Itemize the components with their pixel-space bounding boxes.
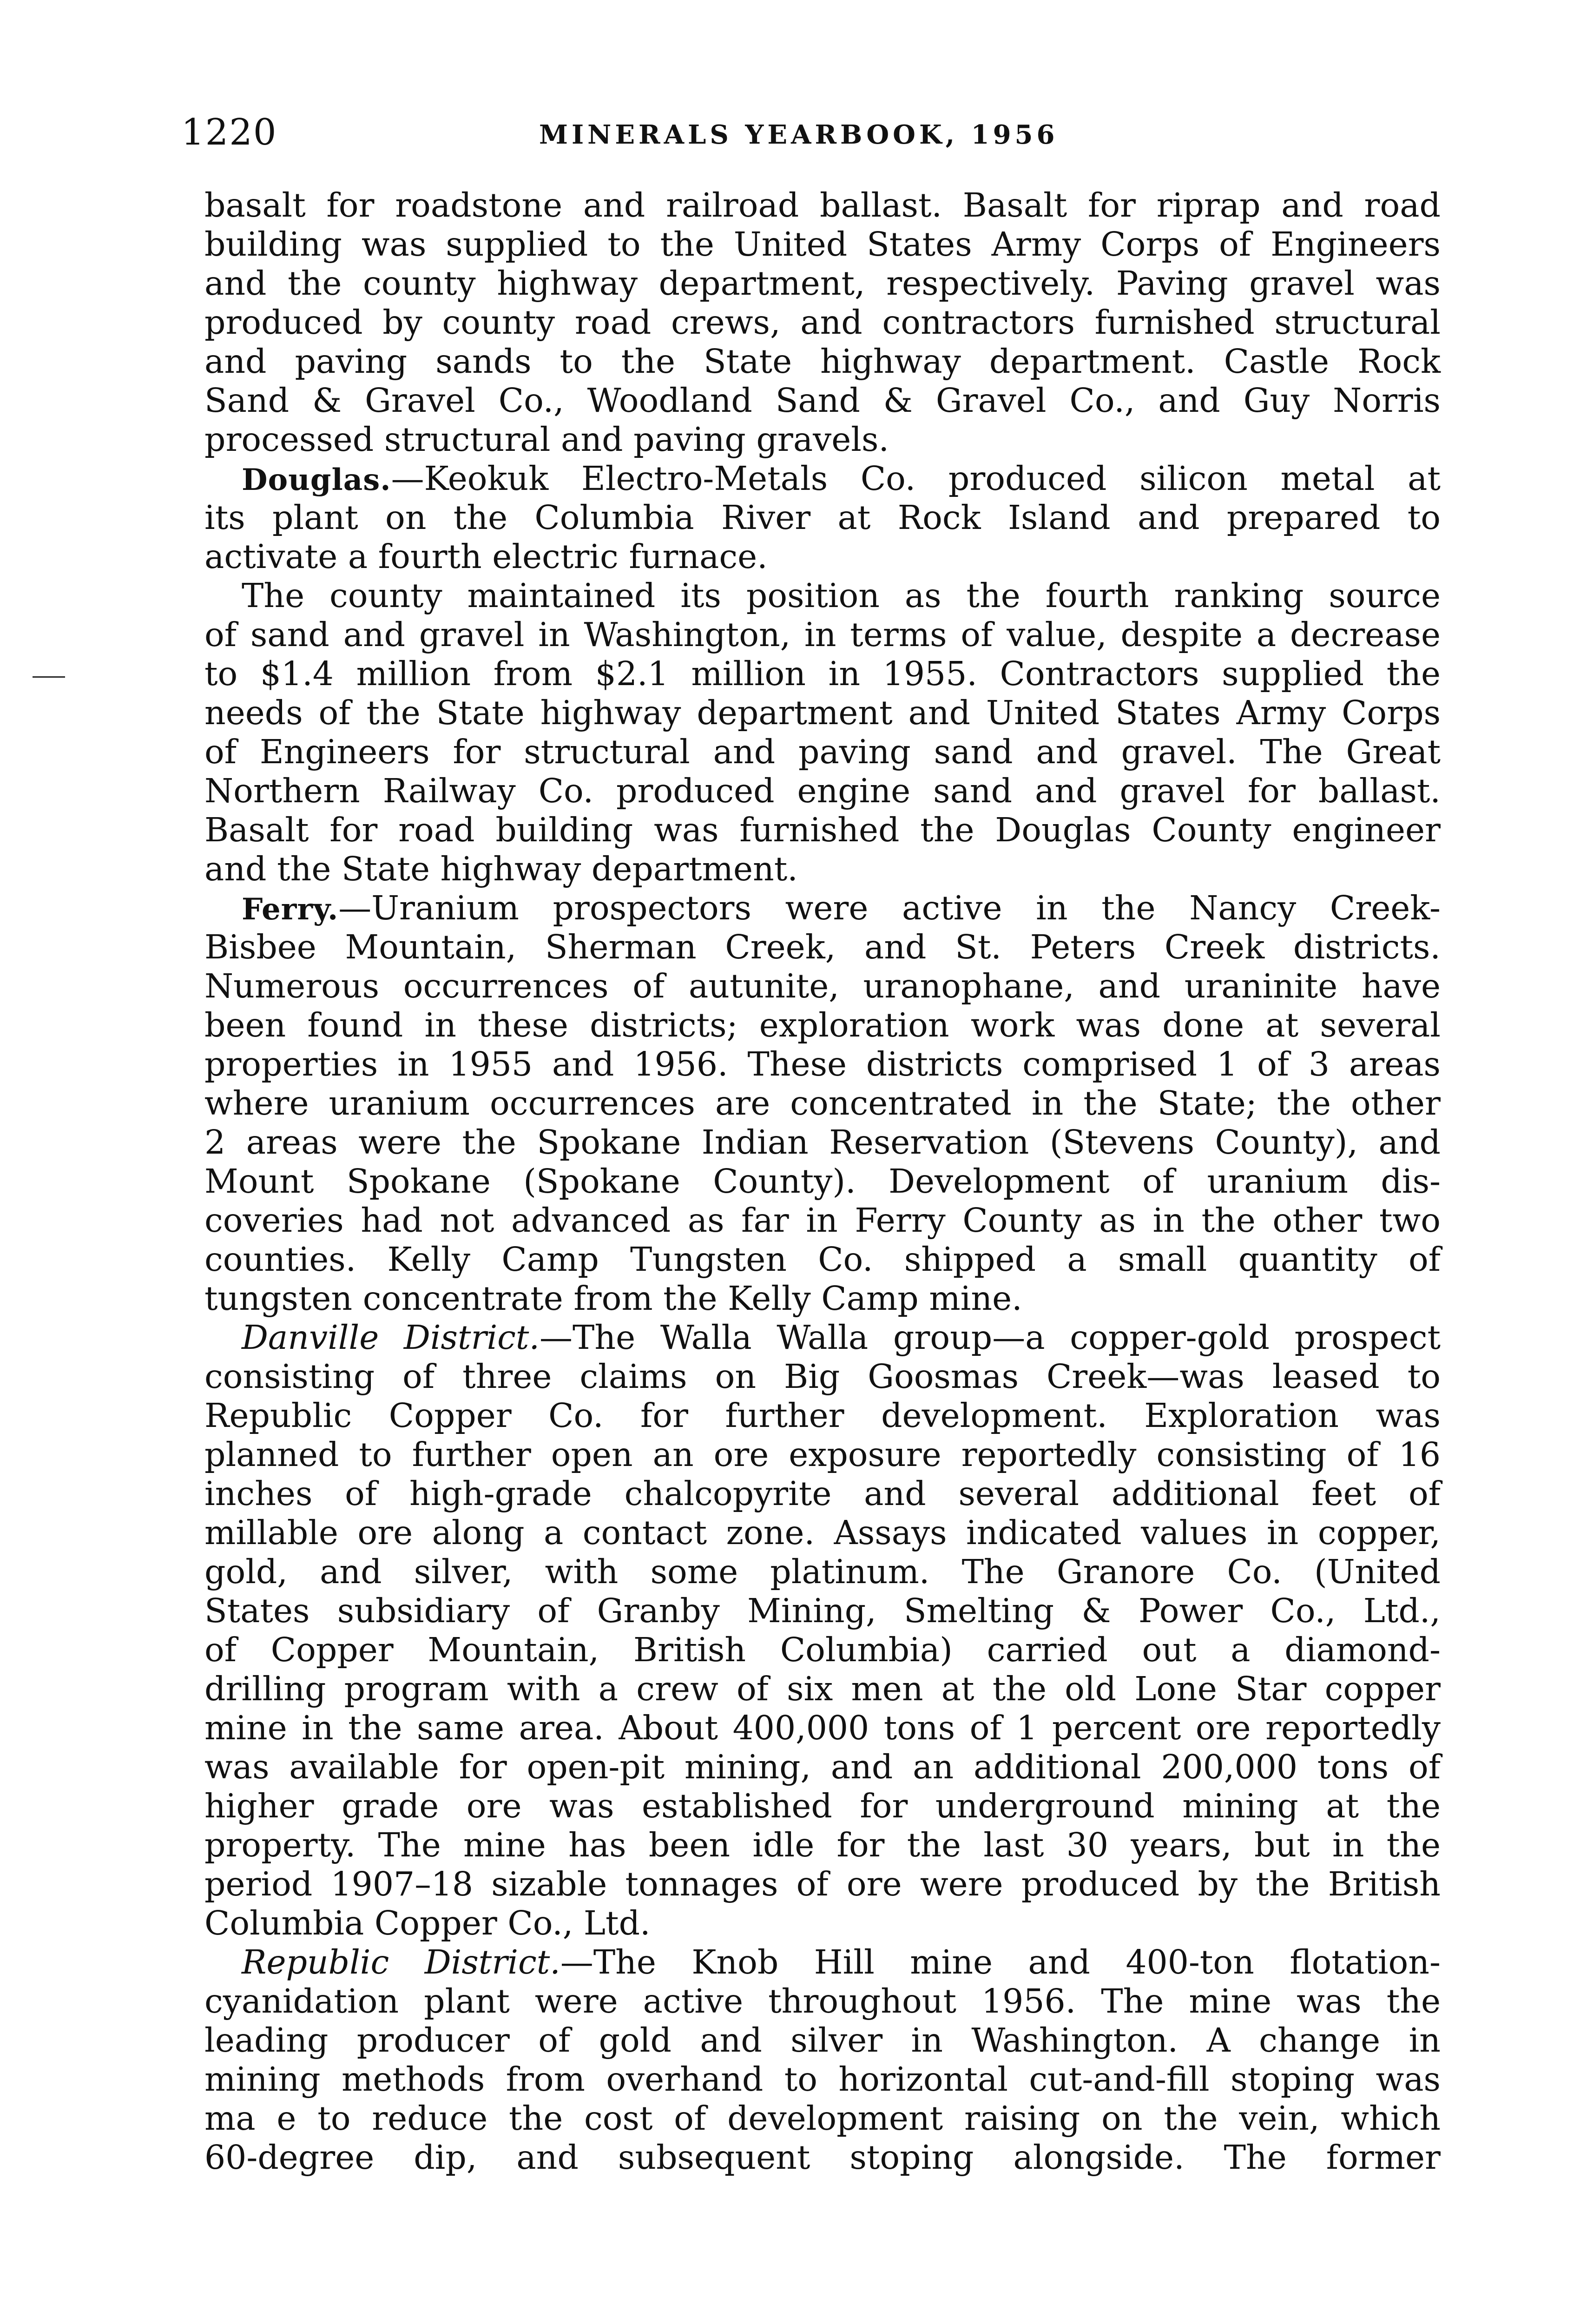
line-text: where uranium occurrences are concentrated in the State; the other <box>204 1084 1441 1122</box>
text-line <box>204 772 1441 811</box>
line-text: activate a fourth electric furnace. <box>204 537 768 576</box>
line-text: higher grade ore was established for underground mining at the <box>204 1787 1441 1825</box>
line-text: counties. Kelly Camp Tungsten Co. shipped a small quantity of <box>204 1240 1441 1279</box>
text-line <box>204 420 1441 459</box>
line-text: needs of the State highway department and United States Army Corps <box>204 693 1441 732</box>
line-text: Basalt for road building was furnished the Douglas County engineer <box>204 811 1441 849</box>
line-text: leading producer of gold and silver in Washington. A change in <box>204 2021 1441 2060</box>
text-line <box>204 1435 1441 1474</box>
section-heading: Ferry. <box>242 892 339 927</box>
text-line <box>204 2021 1441 2060</box>
text-line <box>204 889 1441 928</box>
text-line <box>204 537 1441 576</box>
text-line <box>204 850 1441 889</box>
subsection-heading: Danville District. <box>242 1318 540 1357</box>
text-line <box>204 1396 1441 1435</box>
line-text: of Copper Mountain, British Columbia) carried out a diamond- <box>204 1631 1441 1669</box>
text-line <box>204 2060 1441 2099</box>
running-head <box>181 107 1441 158</box>
text-line <box>204 1943 1441 1982</box>
text-line <box>204 1513 1441 1552</box>
line-text: inches of high-grade chalcopyrite and several additional feet of <box>204 1474 1441 1513</box>
text-line <box>204 1201 1441 1240</box>
body-text <box>204 186 1441 2177</box>
text-line <box>204 225 1441 264</box>
line-text: and paving sands to the State highway department. Castle Rock <box>204 342 1441 381</box>
line-text: been found in these districts; exploration work was done at several <box>204 1006 1441 1044</box>
line-text: and the State highway department. <box>204 850 798 888</box>
text-line <box>204 1982 1441 2021</box>
line-text: coveries had not advanced as far in Ferry County as in the other two <box>204 1201 1441 1240</box>
text-line <box>204 811 1441 850</box>
line-text: period 1907–18 sizable tonnages of ore were produced by the British <box>204 1865 1441 1903</box>
text-line <box>204 264 1441 303</box>
text-line <box>204 459 1441 498</box>
text-line <box>204 1045 1441 1084</box>
subsection-heading: Republic District. <box>242 1943 560 1981</box>
line-text: its plant on the Columbia River at Rock Island and prepared to <box>204 498 1441 537</box>
margin-dash-mark <box>33 676 65 678</box>
text-line <box>204 1904 1441 1943</box>
text-line <box>204 615 1441 654</box>
line-text: —The Walla Walla group—a copper-gold prospect <box>540 1318 1441 1357</box>
line-text: gold, and silver, with some platinum. The Granore Co. (United <box>204 1552 1441 1591</box>
line-text: Mount Spokane (Spokane County). Development of uranium dis- <box>204 1162 1441 1201</box>
text-line <box>204 186 1441 225</box>
line-text: States subsidiary of Granby Mining, Smelting & Power Co., Ltd., <box>204 1591 1441 1630</box>
line-text: mining methods from overhand to horizontal cut-and-fill stoping was <box>204 2060 1441 2099</box>
text-line <box>204 1670 1441 1709</box>
text-line <box>204 1591 1441 1631</box>
text-line <box>204 381 1441 420</box>
text-line <box>204 1787 1441 1826</box>
line-text: of Engineers for structural and paving sand and gravel. The Great <box>204 733 1441 771</box>
line-text: The county maintained its position as the fourth ranking source <box>242 576 1441 615</box>
text-line <box>204 967 1441 1006</box>
running-title: MINERALS YEARBOOK, 1956 <box>539 119 1059 150</box>
line-text: Numerous occurrences of autunite, uranophane, and uraninite have <box>204 967 1441 1005</box>
text-line <box>204 1631 1441 1670</box>
line-text: planned to further open an ore exposure reportedly consisting of 16 <box>204 1435 1441 1474</box>
line-text: mine in the same area. About 400,000 tons of 1 percent ore reportedly <box>204 1709 1441 1747</box>
line-text: of sand and gravel in Washington, in terms of value, despite a decrease <box>204 615 1441 654</box>
section-heading: Douglas. <box>242 462 391 497</box>
line-text: 60-degree dip, and subsequent stoping alongside. The former <box>204 2138 1441 2177</box>
text-line <box>204 1748 1441 1787</box>
text-line <box>204 1552 1441 1591</box>
text-line <box>204 1123 1441 1162</box>
line-text: properties in 1955 and 1956. These districts comprised 1 of 3 areas <box>204 1045 1441 1083</box>
text-line <box>204 1240 1441 1279</box>
line-text: —The Knob Hill mine and 400-ton flotation- <box>560 1943 1441 1981</box>
line-text: building was supplied to the United States Army Corps of Engineers <box>204 225 1441 264</box>
line-text: Republic Copper Co. for further development. Exploration was <box>204 1396 1441 1435</box>
line-text: Northern Railway Co. produced engine sand and gravel for ballast. <box>204 772 1441 810</box>
line-text: cyanidation plant were active throughout 1956. The mine was the <box>204 1982 1441 2020</box>
line-text: —Keokuk Electro-Metals Co. produced silicon metal at <box>391 459 1441 498</box>
line-text: produced by county road crews, and contractors furnished structural <box>204 303 1441 342</box>
text-line <box>204 1006 1441 1045</box>
line-text: basalt for roadstone and railroad ballast. Basalt for riprap and road <box>204 186 1441 224</box>
text-line <box>204 2099 1441 2138</box>
text-line <box>204 1474 1441 1513</box>
text-line <box>204 1084 1441 1123</box>
text-line <box>204 1318 1441 1357</box>
text-line <box>204 928 1441 967</box>
text-line <box>204 2138 1441 2177</box>
text-line <box>204 693 1441 733</box>
text-line <box>204 576 1441 615</box>
line-text: ma e to reduce the cost of development raising on the vein, which <box>204 2099 1441 2138</box>
text-line <box>204 1865 1441 1904</box>
line-text: consisting of three claims on Big Goosmas Creek—was leased to <box>204 1357 1441 1396</box>
line-text: 2 areas were the Spokane Indian Reservation (Stevens County), and <box>204 1123 1441 1162</box>
text-line <box>204 1709 1441 1748</box>
line-text: millable ore along a contact zone. Assays indicated values in copper, <box>204 1513 1441 1552</box>
line-text: Sand & Gravel Co., Woodland Sand & Gravel Co., and Guy Norris <box>204 381 1441 420</box>
line-text: Bisbee Mountain, Sherman Creek, and St. Peters Creek districts. <box>204 928 1441 966</box>
line-text: tungsten concentrate from the Kelly Camp mine. <box>204 1279 1022 1318</box>
line-text: and the county highway department, respectively. Paving gravel was <box>204 264 1441 303</box>
text-line <box>204 1279 1441 1318</box>
line-text: was available for open-pit mining, and an additional 200,000 tons of <box>204 1748 1441 1786</box>
line-text: processed structural and paving gravels. <box>204 420 889 459</box>
text-line <box>204 654 1441 693</box>
text-line <box>204 1162 1441 1201</box>
line-text: drilling program with a crew of six men at the old Lone Star copper <box>204 1670 1441 1708</box>
line-text: Columbia Copper Co., Ltd. <box>204 1904 651 1942</box>
text-line <box>204 1826 1441 1865</box>
line-text: —Uranium prospectors were active in the Nancy Creek- <box>338 889 1441 927</box>
text-line <box>204 303 1441 342</box>
line-text: to $1.4 million from $2.1 million in 1955. Contractors supplied the <box>204 654 1441 693</box>
text-line <box>204 1357 1441 1396</box>
text-line <box>204 498 1441 537</box>
text-line <box>204 342 1441 381</box>
text-line <box>204 733 1441 772</box>
line-text: property. The mine has been idle for the last 30 years, but in the <box>204 1826 1441 1864</box>
page-number: 1220 <box>181 112 277 153</box>
